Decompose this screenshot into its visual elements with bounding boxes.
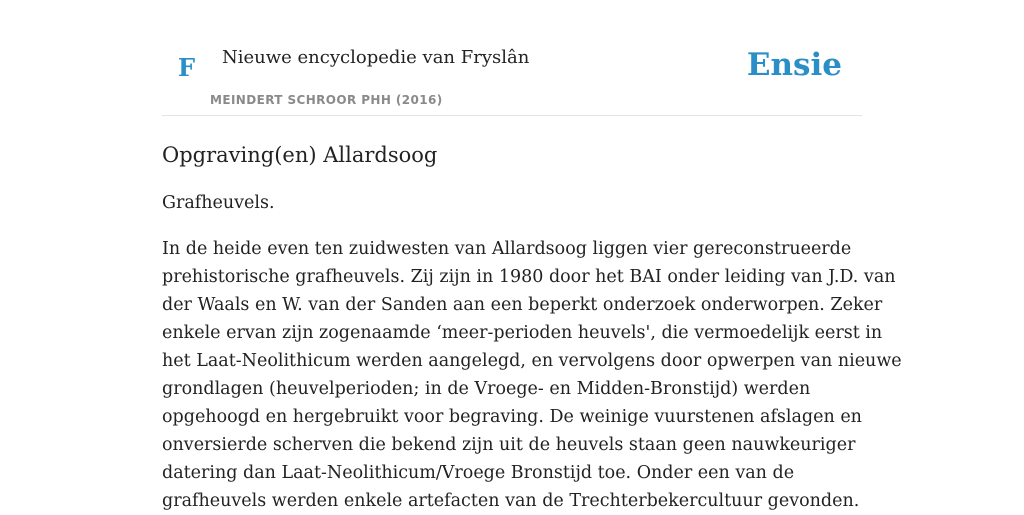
body-line: opgehoogd en hergebruikt voor begraving. De weinige vuurstenen afslagen en xyxy=(162,407,862,427)
body-line: grafheuvels werden enkele artefacten van de Trechterbekercultuur gevonden. xyxy=(162,491,860,511)
book-title[interactable]: Nieuwe encyclopedie van Fryslân xyxy=(222,47,530,68)
site-header xyxy=(162,30,862,116)
body-line: het Laat-Neolithicum werden aangelegd, en vervolgens door opwerpen van nieuwe xyxy=(162,351,902,371)
article-title: Opgraving(en) Allardsoog xyxy=(162,143,438,167)
article-lead: Grafheuvels. xyxy=(162,193,275,213)
body-line: In de heide even ten zuidwesten van Allardsoog liggen vier gereconstrueerde xyxy=(162,239,852,259)
article-body xyxy=(162,235,902,515)
body-line: datering dan Laat-Neolithicum/Vroege Bronstijd toe. Onder een van de xyxy=(162,463,795,483)
book-author: MEINDERT SCHROOR PHH (2016) xyxy=(210,93,443,107)
body-line: enkele ervan zijn zogenaamde ‘meer-perioden heuvels', die vermoedelijk eerst in xyxy=(162,323,883,343)
body-line: der Waals en W. van der Sanden aan een beperkt onderzoek onderworpen. Zeker xyxy=(162,295,883,315)
ensie-logo-link[interactable]: Ensie xyxy=(746,47,842,83)
article xyxy=(162,138,902,515)
body-line: prehistorische grafheuvels. Zij zijn in 1980 door het BAI onder leiding van J.D. van xyxy=(162,267,896,287)
body-line: onversierde scherven die bekend zijn uit de heuvels staan geen nauwkeuriger xyxy=(162,435,856,455)
body-line: grondlagen (heuvelperioden; in de Vroege- en Midden-Bronstijd) werden xyxy=(162,379,811,399)
book-logo-icon[interactable]: F xyxy=(178,53,196,82)
